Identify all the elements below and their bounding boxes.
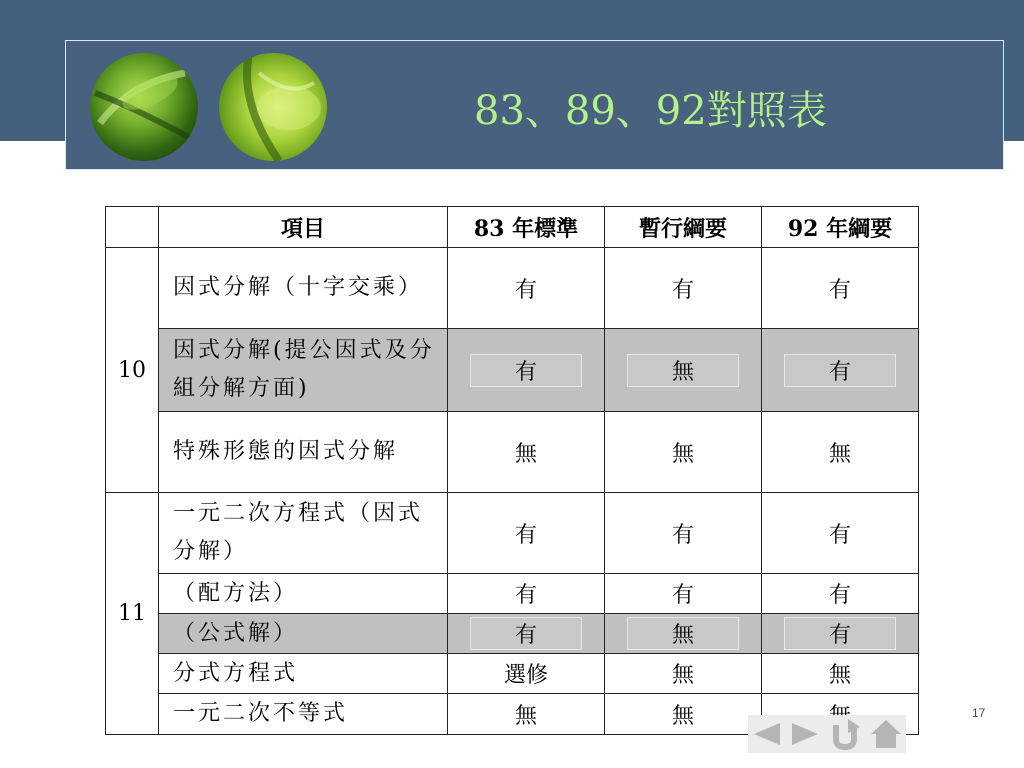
table-row bbox=[106, 329, 919, 412]
table-row bbox=[106, 574, 919, 614]
group-label: 10 bbox=[106, 248, 159, 493]
row-value-92: 無 bbox=[762, 654, 919, 694]
forward-arrow-icon[interactable] bbox=[788, 715, 822, 753]
slide-title: 83、89、92對照表 bbox=[474, 88, 827, 134]
row-value-83 bbox=[448, 614, 605, 654]
row-value-interim bbox=[605, 614, 762, 654]
return-icon[interactable] bbox=[828, 715, 862, 753]
row-value-83 bbox=[448, 329, 605, 412]
table-row bbox=[106, 493, 919, 574]
row-value-92: 有 bbox=[762, 574, 919, 614]
group-label: 11 bbox=[106, 493, 159, 735]
row-value-text: 有 bbox=[470, 617, 582, 650]
row-value-interim: 無 bbox=[605, 412, 762, 493]
row-value-83: 有 bbox=[448, 574, 605, 614]
row-value-interim: 無 bbox=[605, 654, 762, 694]
comparison-table bbox=[105, 206, 919, 735]
header-cell-92: 92 年綱要 bbox=[762, 207, 919, 248]
row-value-83: 選修 bbox=[448, 654, 605, 694]
row-value-text: 有 bbox=[784, 617, 896, 650]
leaf-photo-left bbox=[90, 53, 198, 161]
back-arrow-icon[interactable] bbox=[750, 715, 784, 753]
header-cell-blank bbox=[106, 207, 159, 248]
row-item: 因式分解（十字交乘） bbox=[159, 248, 448, 329]
row-value-text: 有 bbox=[470, 354, 582, 387]
row-item: 特殊形態的因式分解 bbox=[159, 412, 448, 493]
row-value-interim: 有 bbox=[605, 574, 762, 614]
row-value-interim bbox=[605, 329, 762, 412]
row-value-83: 無 bbox=[448, 694, 605, 735]
row-item: 因式分解(提公因式及分組分解方面) bbox=[159, 329, 448, 412]
header-cell-item: 項目 bbox=[159, 207, 448, 248]
row-value-83: 無 bbox=[448, 412, 605, 493]
row-item: （配方法） bbox=[159, 574, 448, 614]
table-row bbox=[106, 412, 919, 493]
row-value-text: 有 bbox=[784, 354, 896, 387]
row-value-interim: 無 bbox=[605, 694, 762, 735]
table-row bbox=[106, 614, 919, 654]
header-cell-interim: 暫行綱要 bbox=[605, 207, 762, 248]
row-value-92: 有 bbox=[762, 248, 919, 329]
table-row bbox=[106, 248, 919, 329]
slide-nav-bar bbox=[748, 715, 906, 753]
header-cell-83: 83 年標準 bbox=[448, 207, 605, 248]
leaf-photo-right bbox=[219, 53, 327, 161]
row-item: 一元二次不等式 bbox=[159, 694, 448, 735]
row-value-text: 無 bbox=[627, 354, 739, 387]
row-value-83: 有 bbox=[448, 493, 605, 574]
row-value-interim: 有 bbox=[605, 493, 762, 574]
row-item: 一元二次方程式（因式分解） bbox=[159, 493, 448, 574]
row-value-text: 無 bbox=[627, 617, 739, 650]
home-icon[interactable] bbox=[868, 715, 904, 753]
row-value-83: 有 bbox=[448, 248, 605, 329]
row-value-92 bbox=[762, 329, 919, 412]
row-value-interim: 有 bbox=[605, 248, 762, 329]
table-row bbox=[106, 654, 919, 694]
page-number: 17 bbox=[972, 706, 986, 720]
table-header-row bbox=[106, 207, 919, 248]
row-value-92: 有 bbox=[762, 493, 919, 574]
row-item: （公式解） bbox=[159, 614, 448, 654]
row-value-92 bbox=[762, 614, 919, 654]
row-value-92: 無 bbox=[762, 412, 919, 493]
row-item: 分式方程式 bbox=[159, 654, 448, 694]
